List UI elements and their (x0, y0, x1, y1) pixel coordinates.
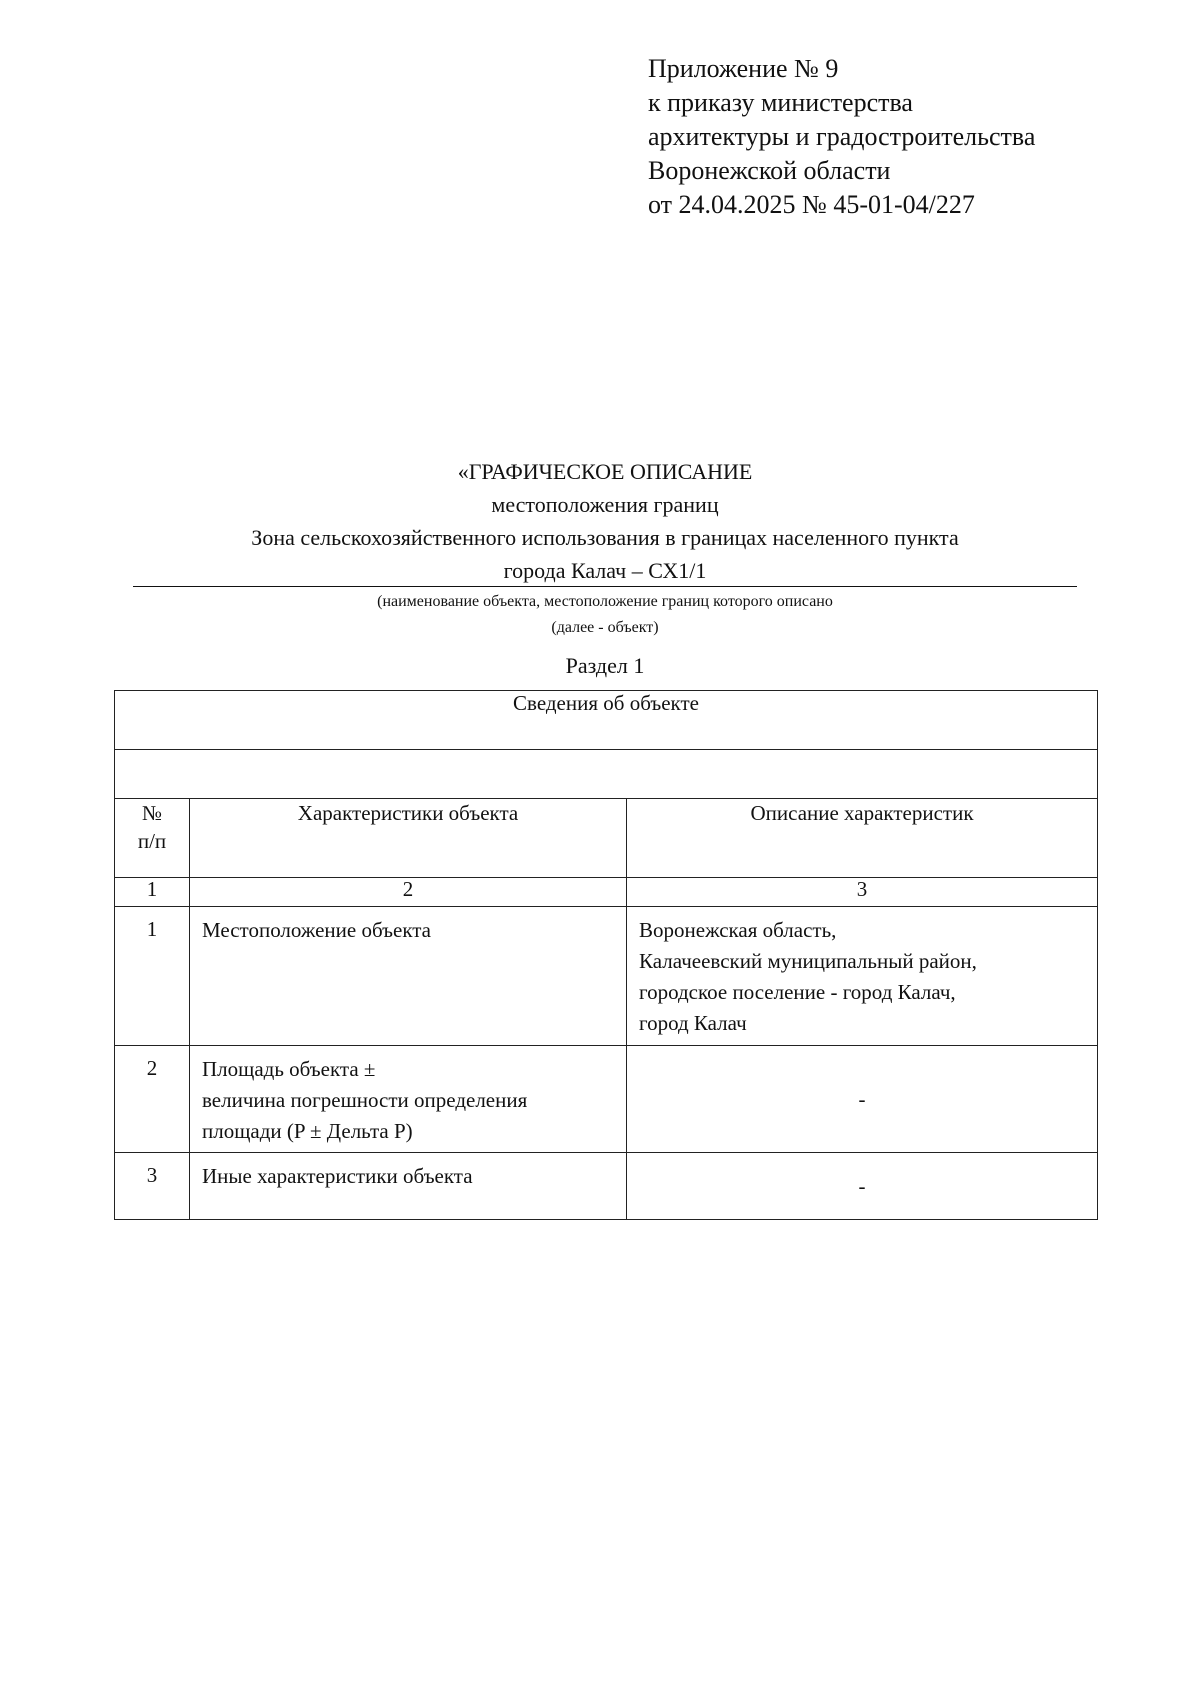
table-header-row (115, 691, 1098, 750)
row-characteristic: Местоположение объекта (190, 907, 627, 1046)
column-header-characteristics: Характеристики объекта (190, 799, 627, 878)
title-main: «ГРАФИЧЕСКОЕ ОПИСАНИЕ (457, 459, 753, 484)
characteristic-line: площади (P ± Дельта P) (202, 1119, 413, 1143)
table-row (115, 907, 1098, 1046)
column-index: 2 (190, 878, 627, 907)
title-subtitle: местоположения границ (491, 492, 719, 517)
appendix-reference (648, 52, 1168, 222)
title-underline (133, 586, 1077, 587)
row-description (627, 907, 1098, 1046)
description-line: Калачеевский муниципальный район, (639, 949, 977, 973)
object-name-line2: города Калач – СХ1/1 (503, 558, 707, 583)
row-number: 2 (115, 1046, 190, 1153)
column-number-abbrev: п/п (137, 829, 167, 853)
document-title (130, 455, 1080, 587)
row-description: - (627, 1046, 1098, 1153)
characteristic-line: Площадь объекта ± (202, 1057, 376, 1081)
appendix-ministry-line: архитектуры и градостроительства (648, 122, 1036, 151)
appendix-order-line: к приказу министерства (648, 88, 913, 117)
caption-line1: (наименование объекта, местоположение границ которого описано (377, 593, 833, 610)
table-empty-row (115, 750, 1098, 799)
column-index-row (115, 878, 1098, 907)
description-line: городское поселение - город Калач, (639, 980, 956, 1004)
column-header-number (115, 799, 190, 878)
caption-line2: (далее - объект) (551, 619, 659, 636)
appendix-region-line: Воронежской области (648, 156, 891, 185)
object-info-table (114, 690, 1098, 1220)
row-description: - (627, 1153, 1098, 1220)
object-name-line1: Зона сельскохозяйственного использования в границах населенного пункта (251, 525, 959, 550)
appendix-order-date: от 24.04.2025 № 45-01-04/227 (648, 190, 975, 219)
row-characteristic: Иные характеристики объекта (190, 1153, 627, 1220)
column-index: 1 (115, 878, 190, 907)
table-row (115, 1046, 1098, 1153)
description-line: Воронежская область, (639, 918, 837, 942)
column-number-sign: № (141, 801, 163, 825)
row-number: 1 (115, 907, 190, 1046)
appendix-number: Приложение № 9 (648, 54, 839, 83)
row-characteristic (190, 1046, 627, 1153)
column-header-row (115, 799, 1098, 878)
column-header-description: Описание характеристик (627, 799, 1098, 878)
column-index: 3 (627, 878, 1098, 907)
object-caption (130, 589, 1080, 641)
table-row (115, 1153, 1098, 1220)
table-header: Сведения об объекте (115, 691, 1098, 750)
section-label: Раздел 1 (565, 653, 645, 678)
empty-cell (115, 750, 1098, 799)
row-number: 3 (115, 1153, 190, 1220)
description-line: город Калач (639, 1011, 747, 1035)
characteristic-line: величина погрешности определения (202, 1088, 528, 1112)
